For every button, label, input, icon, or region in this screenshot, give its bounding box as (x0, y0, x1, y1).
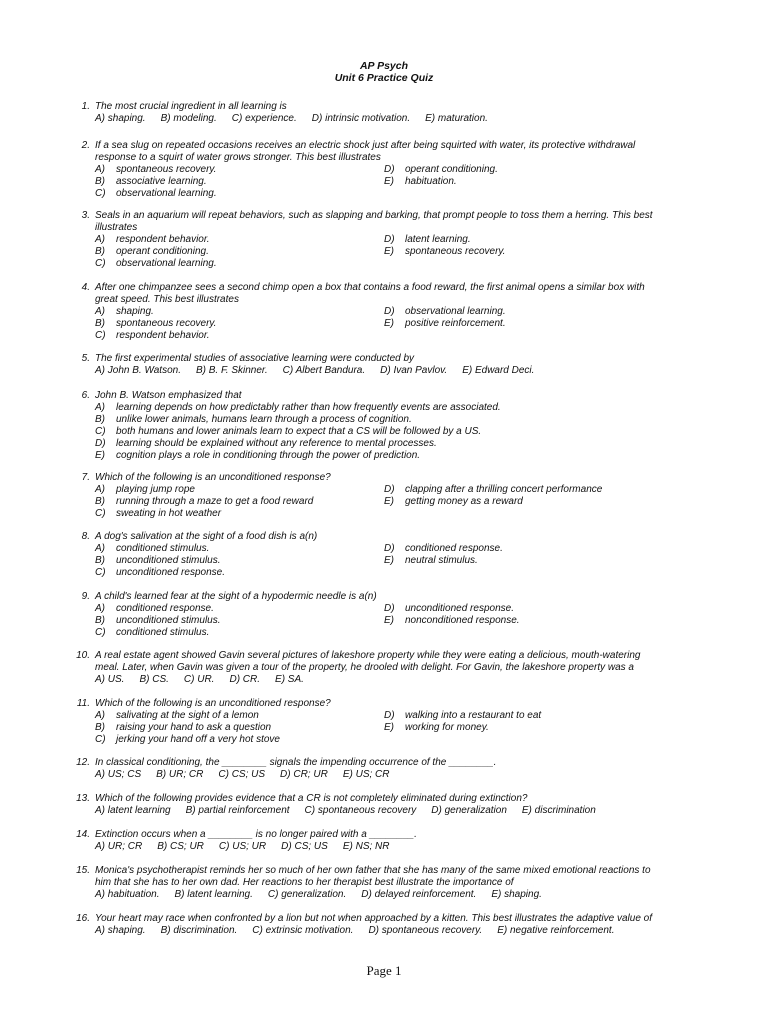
answer-choice[interactable] (384, 496, 523, 508)
answer-choice[interactable]: C) generalization. (267, 888, 347, 900)
question-number: 6. (81, 390, 90, 401)
question-number: 3. (81, 210, 90, 221)
answer-choice[interactable]: E) Edward Deci. (462, 364, 535, 376)
answer-choice[interactable] (95, 188, 217, 200)
question-stem: Monica's psychotherapist reminds her so much of her own father that she has many of the same mixed emotional reactions to him that she has to her own dad. Her reactions to her therapist best illustrate the importance of (95, 865, 651, 888)
question-number: 15. (76, 865, 90, 876)
choice-text: conditioned response. (116, 602, 214, 614)
choice-letter: E) (384, 175, 394, 187)
choice-text: observational learning. (405, 305, 506, 317)
answer-choice[interactable] (95, 496, 313, 508)
question-number: 8. (81, 531, 90, 542)
question-number: 16. (76, 913, 90, 924)
question-number: 1. (81, 101, 90, 112)
choice-text: respondent behavior. (116, 233, 210, 245)
choice-letter: B) (95, 614, 105, 626)
choice-text: unconditioned response. (116, 566, 225, 578)
choice-text: observational learning. (116, 187, 217, 199)
answer-choice[interactable] (95, 450, 420, 462)
choice-letter: D) (384, 483, 395, 495)
choice-letter: B) (95, 317, 105, 329)
choice-letter: B) (95, 721, 105, 733)
answer-choice[interactable] (95, 318, 216, 330)
choice-text: neutral stimulus. (405, 554, 478, 566)
question-stem: Seals in an aquarium will repeat behaviors, such as slapping and barking, that prompt people to toss them a herring. This best illustrates (95, 210, 653, 233)
answer-choice[interactable] (384, 234, 471, 246)
choice-letter: C) (95, 257, 106, 269)
answer-choice[interactable] (95, 258, 217, 270)
answer-choice[interactable]: C) spontaneous recovery (304, 804, 417, 816)
choice-letter: E) (384, 495, 394, 507)
choice-letter: A) (95, 305, 105, 317)
choice-letter: C) (95, 187, 106, 199)
choice-text: salivating at the sight of a lemon (116, 709, 259, 721)
choice-letter: B) (95, 175, 105, 187)
answer-choice[interactable]: C) CS; US (218, 768, 266, 780)
answer-choice[interactable]: C) experience. (231, 112, 297, 124)
choice-letter: D) (95, 437, 106, 449)
answer-choice[interactable] (384, 615, 520, 627)
question-stem: The first experimental studies of associative learning were conducted by (95, 353, 415, 364)
question-stem: John B. Watson emphasized that (95, 390, 242, 401)
choice-text: conditioned stimulus. (116, 626, 210, 638)
question-number: 13. (76, 793, 90, 804)
answer-choice[interactable]: A) habituation. (95, 888, 160, 900)
choice-text: latent learning. (405, 233, 471, 245)
answer-choice[interactable]: E) maturation. (425, 112, 488, 124)
choice-letter: B) (95, 554, 105, 566)
choice-text: cognition plays a role in conditioning through the power of prediction. (116, 449, 421, 461)
answer-choice[interactable] (95, 555, 221, 567)
choice-letter: C) (95, 626, 106, 638)
choice-letter: B) (95, 245, 105, 257)
choice-letter: E) (95, 449, 105, 461)
choice-text: conditioned stimulus. (116, 542, 210, 554)
question-number: 10. (76, 650, 90, 661)
choice-letter: A) (95, 709, 105, 721)
answer-choice[interactable]: A) UR; CR (95, 840, 143, 852)
page-number: Page 1 (366, 963, 402, 978)
choice-text: unlike lower animals, humans learn through a process of cognition. (116, 413, 412, 425)
choice-letter: E) (384, 245, 394, 257)
answer-choice[interactable]: D) spontaneous recovery. (368, 924, 483, 936)
answer-choice[interactable] (95, 722, 271, 734)
answer-choice[interactable] (384, 484, 602, 496)
answer-choice[interactable] (384, 318, 506, 330)
answer-choice[interactable] (95, 603, 214, 615)
answer-choice[interactable]: D) CR; UR (280, 768, 328, 780)
answer-choices (95, 805, 611, 817)
answer-choice[interactable]: E) shaping. (491, 888, 542, 900)
answer-choice[interactable]: A) John B. Watson. (95, 364, 181, 376)
answer-choice[interactable] (95, 176, 207, 188)
choice-letter: A) (95, 602, 105, 614)
answer-choice[interactable] (95, 234, 210, 246)
answer-choice[interactable]: D) Ivan Pavlov. (380, 364, 448, 376)
answer-choice[interactable] (95, 306, 154, 318)
answer-choice[interactable] (95, 508, 221, 520)
answer-choice[interactable] (384, 176, 457, 188)
answer-choice[interactable]: D) generalization (431, 804, 507, 816)
choice-text: both humans and lower animals learn to expect that a CS will be followed by a US. (116, 425, 482, 437)
choice-text: playing jump rope (116, 483, 195, 495)
question-stem: Which of the following is an unconditioned response? (95, 698, 331, 709)
choice-text: running through a maze to get a food reward (116, 495, 314, 507)
answer-choice[interactable] (95, 567, 225, 579)
choice-text: spontaneous recovery. (116, 317, 217, 329)
answer-choices (95, 113, 503, 125)
choice-letter: C) (95, 566, 106, 578)
choice-letter: E) (384, 614, 394, 626)
answer-choice[interactable] (95, 438, 437, 450)
choice-letter: A) (95, 542, 105, 554)
choice-letter: D) (384, 542, 395, 554)
answer-choice[interactable]: D) delayed reinforcement. (361, 888, 477, 900)
choice-letter: E) (384, 317, 394, 329)
question-number: 12. (76, 757, 90, 768)
choice-text: observational learning. (116, 257, 217, 269)
answer-choice[interactable]: C) Albert Bandura. (282, 364, 366, 376)
answer-choice[interactable] (384, 543, 503, 555)
choice-text: conditioned response. (405, 542, 503, 554)
question-stem: After one chimpanzee sees a second chimp open a box that contains a food reward, the first animal opens a similar box with great speed. This best illustrates (95, 282, 645, 305)
choice-text: operant conditioning. (405, 163, 498, 175)
choice-text: sweating in hot weather (116, 507, 222, 519)
question-number: 11. (76, 698, 90, 709)
question-stem: Which of the following is an unconditioned response? (95, 472, 331, 483)
answer-choice[interactable] (384, 603, 514, 615)
choice-text: unconditioned stimulus. (116, 554, 221, 566)
choice-text: raising your hand to ask a question (116, 721, 272, 733)
answer-choice[interactable]: A) US; CS (95, 768, 142, 780)
answer-choice[interactable] (384, 306, 506, 318)
choice-text: nonconditioned response. (405, 614, 520, 626)
answer-choice[interactable]: A) shaping. (95, 112, 146, 124)
choice-text: unconditioned response. (405, 602, 514, 614)
answer-choice[interactable]: D) intrinsic motivation. (311, 112, 411, 124)
document-subtitle: Unit 6 Practice Quiz (334, 72, 434, 84)
question-number: 7. (81, 472, 90, 483)
answer-choices (95, 925, 629, 937)
question-number: 4. (81, 282, 90, 293)
choice-letter: A) (95, 233, 105, 245)
choice-letter: B) (95, 495, 105, 507)
choice-text: positive reinforcement. (405, 317, 506, 329)
answer-choice[interactable]: B) CS; UR (157, 840, 204, 852)
choice-text: working for money. (405, 721, 489, 733)
answer-choices (95, 365, 549, 377)
choice-text: spontaneous recovery. (116, 163, 217, 175)
answer-choice[interactable]: C) UR. (183, 673, 215, 685)
answer-choice[interactable]: C) US; UR (218, 840, 267, 852)
choice-letter: A) (95, 401, 105, 413)
choice-letter: D) (384, 163, 395, 175)
question-stem: If a sea slug on repeated occasions receives an electric shock just after being squirted with water, its protective withdrawal response to a squirt of water grows stronger. This best illustrates (95, 140, 636, 163)
answer-choice[interactable]: E) SA. (275, 673, 304, 685)
choice-text: learning depends on how predictably rather than how frequently events are associated. (116, 401, 501, 413)
question-stem: Extinction occurs when a ________ is no longer paired with a ________. (95, 829, 417, 840)
question-stem: Which of the following provides evidence that a CR is not completely eliminated during extinction? (95, 793, 528, 804)
choice-text: shaping. (116, 305, 154, 317)
answer-choice[interactable]: B) CS. (139, 673, 169, 685)
question-stem: The most crucial ingredient in all learning is (95, 101, 287, 112)
answer-choice[interactable]: B) modeling. (160, 112, 217, 124)
answer-choices (95, 841, 404, 853)
choice-letter: E) (384, 554, 394, 566)
question-number: 2. (81, 140, 90, 151)
answer-choice[interactable]: A) shaping. (95, 924, 146, 936)
choice-text: spontaneous recovery. (405, 245, 506, 257)
choice-letter: C) (95, 425, 106, 437)
answer-choice[interactable]: E) NS; NR (342, 840, 390, 852)
answer-choices (95, 674, 319, 686)
answer-choice[interactable] (95, 710, 259, 722)
choice-letter: D) (384, 233, 395, 245)
question-number: 5. (81, 353, 90, 364)
answer-choice[interactable] (384, 710, 541, 722)
choice-letter: C) (95, 329, 106, 341)
answer-choice[interactable]: A) latent learning (95, 804, 171, 816)
choice-text: getting money as a reward (405, 495, 523, 507)
answer-choice[interactable] (95, 330, 210, 342)
answer-choice[interactable]: E) discrimination (521, 804, 596, 816)
answer-choice[interactable]: D) CS; US (281, 840, 328, 852)
answer-choices (95, 889, 557, 901)
choice-letter: C) (95, 507, 106, 519)
answer-choice[interactable]: E) negative reinforcement. (497, 924, 615, 936)
choice-letter: D) (384, 305, 395, 317)
choice-text: learning should be explained without any reference to mental processes. (116, 437, 437, 449)
choice-text: operant conditioning. (116, 245, 209, 257)
answer-choice[interactable]: C) extrinsic motivation. (252, 924, 354, 936)
answer-choice[interactable] (95, 414, 412, 426)
choice-letter: E) (384, 721, 394, 733)
answer-choice[interactable] (384, 164, 498, 176)
question-number: 9. (81, 591, 90, 602)
answer-choice[interactable] (95, 734, 280, 746)
choice-text: habituation. (405, 175, 457, 187)
choice-letter: C) (95, 733, 106, 745)
answer-choice[interactable] (384, 246, 505, 258)
answer-choice[interactable]: E) US; CR (342, 768, 390, 780)
choice-text: respondent behavior. (116, 329, 210, 341)
choice-letter: D) (384, 709, 395, 721)
question-stem: Your heart may race when confronted by a lion but not when approached by a kitten. This best illustrates the adaptive value of (95, 913, 653, 924)
answer-choice[interactable] (95, 543, 209, 555)
answer-choice[interactable] (95, 615, 221, 627)
answer-choice[interactable] (95, 484, 195, 496)
choice-letter: D) (384, 602, 395, 614)
question-stem: A real estate agent showed Gavin several pictures of lakeshore property while they were eating a delicious, mouth-watering meal. Later, when Gavin was given a tour of the property, he drooled with delight. For Gavin, the lakeshore property was a (95, 650, 641, 673)
answer-choice[interactable] (95, 402, 501, 414)
choice-text: associative learning. (116, 175, 207, 187)
choice-letter: B) (95, 413, 105, 425)
answer-choice[interactable]: A) US. (95, 673, 125, 685)
answer-choice[interactable] (384, 722, 489, 734)
answer-choice[interactable]: B) latent learning. (174, 888, 253, 900)
question-stem: A child's learned fear at the sight of a hypodermic needle is a(n) (95, 591, 377, 602)
choice-letter: A) (95, 163, 105, 175)
answer-choice[interactable] (95, 164, 216, 176)
choice-text: unconditioned stimulus. (116, 614, 221, 626)
choice-text: walking into a restaurant to eat (405, 709, 542, 721)
document-title: AP Psych (359, 60, 409, 72)
question-stem: In classical conditioning, the ________ signals the impending occurrence of the ________. (95, 757, 497, 768)
answer-choice[interactable]: D) CR. (229, 673, 261, 685)
question-number: 14. (76, 829, 90, 840)
answer-choice[interactable] (95, 246, 209, 258)
answer-choice[interactable]: B) partial reinforcement (185, 804, 290, 816)
choice-text: jerking your hand off a very hot stove (116, 733, 280, 745)
answer-choice[interactable]: B) discrimination. (160, 924, 238, 936)
answer-choice[interactable]: B) UR; CR (156, 768, 204, 780)
answer-choice[interactable] (384, 555, 478, 567)
choice-letter: A) (95, 483, 105, 495)
choice-text: clapping after a thrilling concert performance (405, 483, 603, 495)
answer-choice[interactable] (95, 426, 481, 438)
answer-choice[interactable]: B) B. F. Skinner. (195, 364, 268, 376)
answer-choice[interactable] (95, 627, 209, 639)
question-stem: A dog's salivation at the sight of a food dish is a(n) (95, 531, 318, 542)
answer-choices (95, 769, 404, 781)
